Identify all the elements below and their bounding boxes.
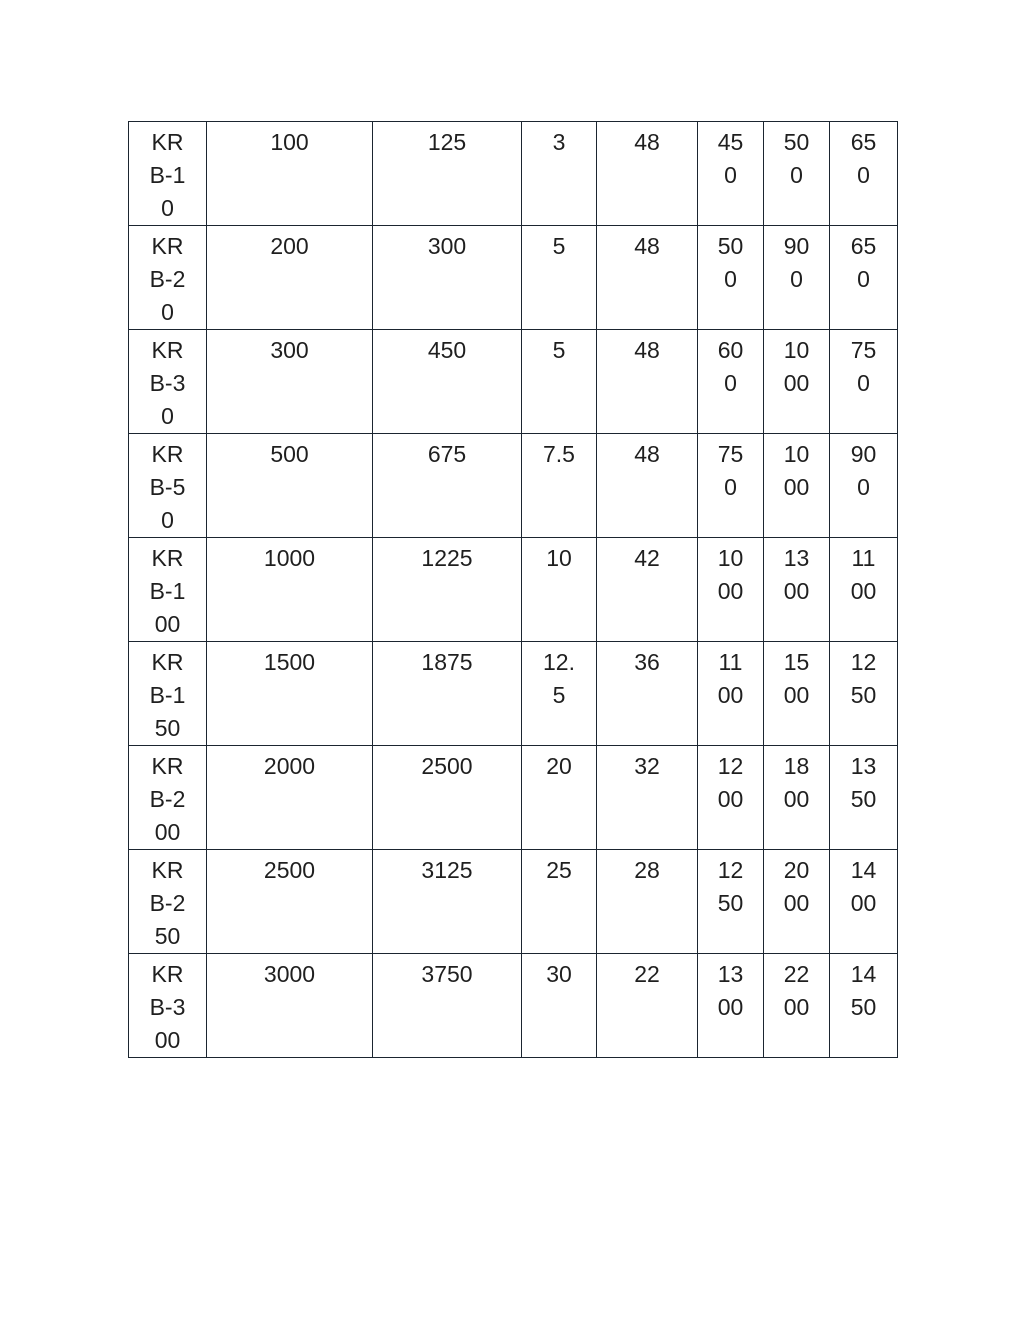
cell-text: 48: [634, 129, 660, 155]
cell-c3: [373, 122, 522, 226]
cell-text: 2000: [783, 857, 810, 916]
cell-c7: [764, 850, 830, 954]
cell-text: 750: [717, 441, 744, 500]
cell-text: 1100: [717, 649, 744, 708]
table-row: [129, 226, 898, 330]
cell-c8: [830, 954, 898, 1058]
cell-c4: [522, 642, 597, 746]
cell-c6: [698, 122, 764, 226]
cell-text: 1000: [783, 441, 810, 500]
cell-c3: [373, 226, 522, 330]
cell-text: 42: [634, 545, 660, 571]
cell-text: 2200: [783, 961, 810, 1020]
cell-text: 2000: [263, 753, 316, 779]
cell-c8: [830, 746, 898, 850]
cell-c4: [522, 850, 597, 954]
cell-text: 450: [427, 337, 467, 363]
cell-c2: [207, 746, 373, 850]
cell-text: 900: [783, 233, 810, 292]
table-row: [129, 330, 898, 434]
cell-c8: [830, 122, 898, 226]
cell-text: 1300: [783, 545, 810, 604]
cell-c2: [207, 954, 373, 1058]
cell-text: 1200: [717, 753, 744, 812]
cell-text: 450: [717, 129, 744, 188]
cell-c5: [597, 642, 698, 746]
cell-text: 750: [850, 337, 877, 396]
cell-c7: [764, 330, 830, 434]
cell-text: 1000: [263, 545, 316, 571]
cell-text: 20: [546, 753, 572, 779]
cell-c7: [764, 538, 830, 642]
cell-c4: [522, 226, 597, 330]
cell-c7: [764, 226, 830, 330]
cell-text: 1250: [717, 857, 744, 916]
cell-c8: [830, 642, 898, 746]
cell-c4: [522, 538, 597, 642]
cell-model: [129, 226, 207, 330]
cell-text: 12.5: [543, 649, 575, 708]
cell-c3: [373, 642, 522, 746]
cell-text: 1000: [717, 545, 744, 604]
cell-text: 300: [427, 233, 467, 259]
cell-text: 5: [552, 233, 566, 259]
cell-text: 2500: [263, 857, 316, 883]
cell-model: [129, 746, 207, 850]
table-row: [129, 642, 898, 746]
cell-c6: [698, 434, 764, 538]
cell-c4: [522, 954, 597, 1058]
cell-text: 48: [634, 337, 660, 363]
cell-c6: [698, 954, 764, 1058]
cell-c3: [373, 330, 522, 434]
cell-c6: [698, 330, 764, 434]
cell-text: 3125: [421, 857, 473, 883]
cell-c6: [698, 642, 764, 746]
cell-text: 500: [270, 441, 309, 467]
cell-c8: [830, 330, 898, 434]
cell-text: 1100: [850, 545, 877, 604]
cell-c5: [597, 226, 698, 330]
cell-text: 7.5: [543, 441, 575, 467]
cell-c2: [207, 330, 373, 434]
cell-c7: [764, 122, 830, 226]
cell-text: KRB-30: [149, 337, 186, 429]
cell-c8: [830, 538, 898, 642]
cell-c5: [597, 330, 698, 434]
cell-text: 1500: [783, 649, 810, 708]
cell-c3: [373, 538, 522, 642]
cell-model: [129, 330, 207, 434]
cell-text: 22: [634, 961, 660, 987]
cell-c4: [522, 122, 597, 226]
cell-text: 1250: [850, 649, 877, 708]
cell-c4: [522, 330, 597, 434]
cell-text: 3000: [263, 961, 316, 987]
cell-model: [129, 434, 207, 538]
cell-c2: [207, 850, 373, 954]
cell-text: 3: [552, 129, 566, 155]
cell-text: 3750: [421, 961, 473, 987]
cell-c7: [764, 434, 830, 538]
cell-c2: [207, 642, 373, 746]
table-row: [129, 954, 898, 1058]
cell-text: KRB-20: [149, 233, 186, 325]
cell-text: 2500: [421, 753, 473, 779]
cell-c3: [373, 954, 522, 1058]
table-row: [129, 850, 898, 954]
cell-model: [129, 954, 207, 1058]
cell-text: 48: [634, 441, 660, 467]
table-row: [129, 434, 898, 538]
cell-text: KRB-200: [149, 753, 186, 845]
cell-model: [129, 122, 207, 226]
table-body: [129, 122, 898, 1058]
cell-c3: [373, 434, 522, 538]
cell-text: 48: [634, 233, 660, 259]
cell-c4: [522, 434, 597, 538]
cell-c8: [830, 434, 898, 538]
cell-c5: [597, 746, 698, 850]
table-row: [129, 538, 898, 642]
cell-c5: [597, 850, 698, 954]
cell-text: 1450: [850, 961, 877, 1020]
cell-text: 1875: [421, 649, 473, 675]
cell-c5: [597, 538, 698, 642]
cell-text: 1300: [717, 961, 744, 1020]
cell-text: 36: [634, 649, 660, 675]
cell-text: 1350: [850, 753, 877, 812]
cell-model: [129, 642, 207, 746]
cell-text: 10: [546, 545, 572, 571]
cell-text: 500: [783, 129, 810, 188]
cell-c2: [207, 538, 373, 642]
cell-text: KRB-150: [149, 649, 186, 741]
cell-text: 5: [552, 337, 566, 363]
cell-text: 125: [427, 129, 467, 155]
cell-c7: [764, 954, 830, 1058]
cell-text: 900: [850, 441, 877, 500]
cell-c2: [207, 226, 373, 330]
cell-c8: [830, 226, 898, 330]
cell-c5: [597, 954, 698, 1058]
cell-model: [129, 538, 207, 642]
cell-c6: [698, 850, 764, 954]
cell-c5: [597, 122, 698, 226]
cell-text: KRB-50: [149, 441, 186, 533]
cell-c3: [373, 746, 522, 850]
cell-c5: [597, 434, 698, 538]
table-row: [129, 746, 898, 850]
cell-text: 1400: [850, 857, 877, 916]
cell-text: KRB-300: [149, 961, 186, 1053]
cell-text: 675: [427, 441, 467, 467]
spec-table: [128, 121, 898, 1058]
cell-text: 100: [270, 129, 309, 155]
cell-text: 1000: [783, 337, 810, 396]
table-row: [129, 122, 898, 226]
cell-text: 28: [634, 857, 660, 883]
cell-c7: [764, 746, 830, 850]
cell-text: KRB-10: [149, 129, 186, 221]
cell-text: 650: [850, 233, 877, 292]
cell-text: KRB-250: [149, 857, 186, 949]
cell-text: 1500: [263, 649, 316, 675]
cell-text: 500: [717, 233, 744, 292]
cell-text: 1800: [783, 753, 810, 812]
cell-model: [129, 850, 207, 954]
cell-c2: [207, 434, 373, 538]
cell-text: 32: [634, 753, 660, 779]
cell-c3: [373, 850, 522, 954]
cell-text: 200: [270, 233, 309, 259]
cell-text: 300: [270, 337, 309, 363]
cell-c6: [698, 226, 764, 330]
cell-c7: [764, 642, 830, 746]
cell-c4: [522, 746, 597, 850]
cell-text: 25: [546, 857, 572, 883]
cell-c6: [698, 538, 764, 642]
cell-c2: [207, 122, 373, 226]
cell-text: 1225: [421, 545, 473, 571]
cell-text: KRB-100: [149, 545, 186, 637]
cell-text: 650: [850, 129, 877, 188]
cell-c6: [698, 746, 764, 850]
cell-text: 30: [546, 961, 572, 987]
cell-text: 600: [717, 337, 744, 396]
cell-c8: [830, 850, 898, 954]
